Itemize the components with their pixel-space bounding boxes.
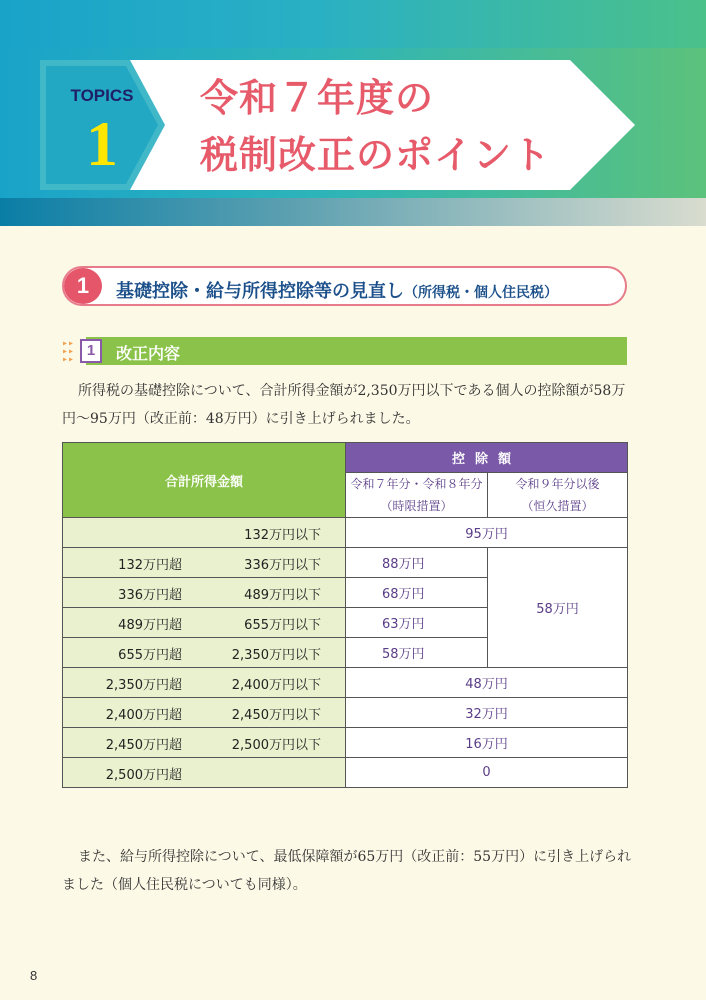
income-range: [63, 698, 346, 728]
income-high: 2,450万円以下: [231, 708, 321, 723]
deduction-amount-permanent: 58万円: [488, 548, 628, 668]
deduction-amount-temporary: 68万円: [346, 578, 488, 608]
deduction-amount-temporary: 58万円: [346, 638, 488, 668]
section-title-main: 基礎控除・給与所得控除等の見直し: [116, 281, 404, 302]
header-income: 合計所得金額: [63, 443, 346, 518]
deduction-table: [62, 442, 628, 788]
title-line-1: 令和７年度の: [200, 76, 435, 120]
income-range: [63, 668, 346, 698]
income-high: 132万円以下: [244, 528, 321, 543]
deduction-amount: 48万円: [346, 668, 628, 698]
table-row: [63, 518, 628, 548]
section-number: 1: [64, 268, 102, 304]
income-high: 336万円以下: [244, 558, 321, 573]
income-low: 2,400万円超: [105, 708, 182, 723]
table-row: [63, 758, 628, 788]
table-row: [63, 668, 628, 698]
deduction-amount: 16万円: [346, 728, 628, 758]
deduction-amount: 32万円: [346, 698, 628, 728]
income-range: [63, 728, 346, 758]
title-line-2: 税制改正のポイント: [200, 133, 552, 177]
income-high: 489万円以下: [244, 588, 321, 603]
header-period-temporary-line1: 令和７年分・令和８年分: [350, 477, 483, 491]
subsection-number: 1: [80, 339, 102, 363]
income-range: [63, 608, 346, 638]
section-title: [116, 277, 558, 303]
income-low: 2,500万円超: [105, 768, 182, 783]
income-high: 2,500万円以下: [231, 738, 321, 753]
income-high: 2,400万円以下: [231, 678, 321, 693]
topics-number: 1: [86, 108, 118, 179]
deduction-amount: 0: [346, 758, 628, 788]
table-row: [63, 548, 628, 578]
header-top-stripe: [0, 0, 706, 48]
header-period-permanent-line1: 令和９年分以後: [515, 477, 600, 491]
income-low: 655万円超: [118, 648, 182, 663]
header-period-permanent: [488, 473, 628, 518]
income-range: [63, 518, 346, 548]
header-period-permanent-line2: （恒久措置）: [521, 499, 594, 513]
deduction-amount: 95万円: [346, 518, 628, 548]
income-range: [63, 578, 346, 608]
header-period-temporary-line2: （時限措置）: [380, 499, 453, 513]
section-title-sub: （所得税・個人住民税）: [404, 285, 558, 301]
header-bottom-stripe: [0, 198, 706, 226]
paragraph-basic-deduction: 所得税の基礎控除について、合計所得金額が2,350万円以下である個人の控除額が58万円～95万円（改正前：48万円）に引き上げられました。: [62, 383, 626, 427]
table-row: [63, 698, 628, 728]
income-high: 2,350万円以下: [231, 648, 321, 663]
income-low: 2,450万円超: [105, 738, 182, 753]
subsection-title: 改正内容: [116, 344, 181, 363]
income-range: [63, 548, 346, 578]
income-low: 489万円超: [118, 618, 182, 633]
table-row: [63, 728, 628, 758]
header-period-temporary: [346, 473, 488, 518]
paragraph-salary-deduction: また、給与所得控除について、最低保障額が65万円（改正前：55万円）に引き上げられました（個人住民税についても同様）。: [62, 849, 632, 893]
income-low: 336万円超: [118, 588, 182, 603]
page-title: [200, 70, 620, 184]
income-high: 655万円以下: [244, 618, 321, 633]
income-range: [63, 638, 346, 668]
header-deduction: 控除額: [346, 443, 628, 473]
deduction-amount-temporary: 88万円: [346, 548, 488, 578]
topics-label: TOPICS: [70, 86, 134, 105]
subsection-dots-icon: ▸▸ ▸▸ ▸▸: [62, 338, 75, 365]
income-low: 2,350万円超: [105, 678, 182, 693]
income-low: 132万円超: [118, 558, 182, 573]
income-range: [63, 758, 346, 788]
deduction-amount-temporary: 63万円: [346, 608, 488, 638]
page-number: 8: [30, 968, 38, 983]
